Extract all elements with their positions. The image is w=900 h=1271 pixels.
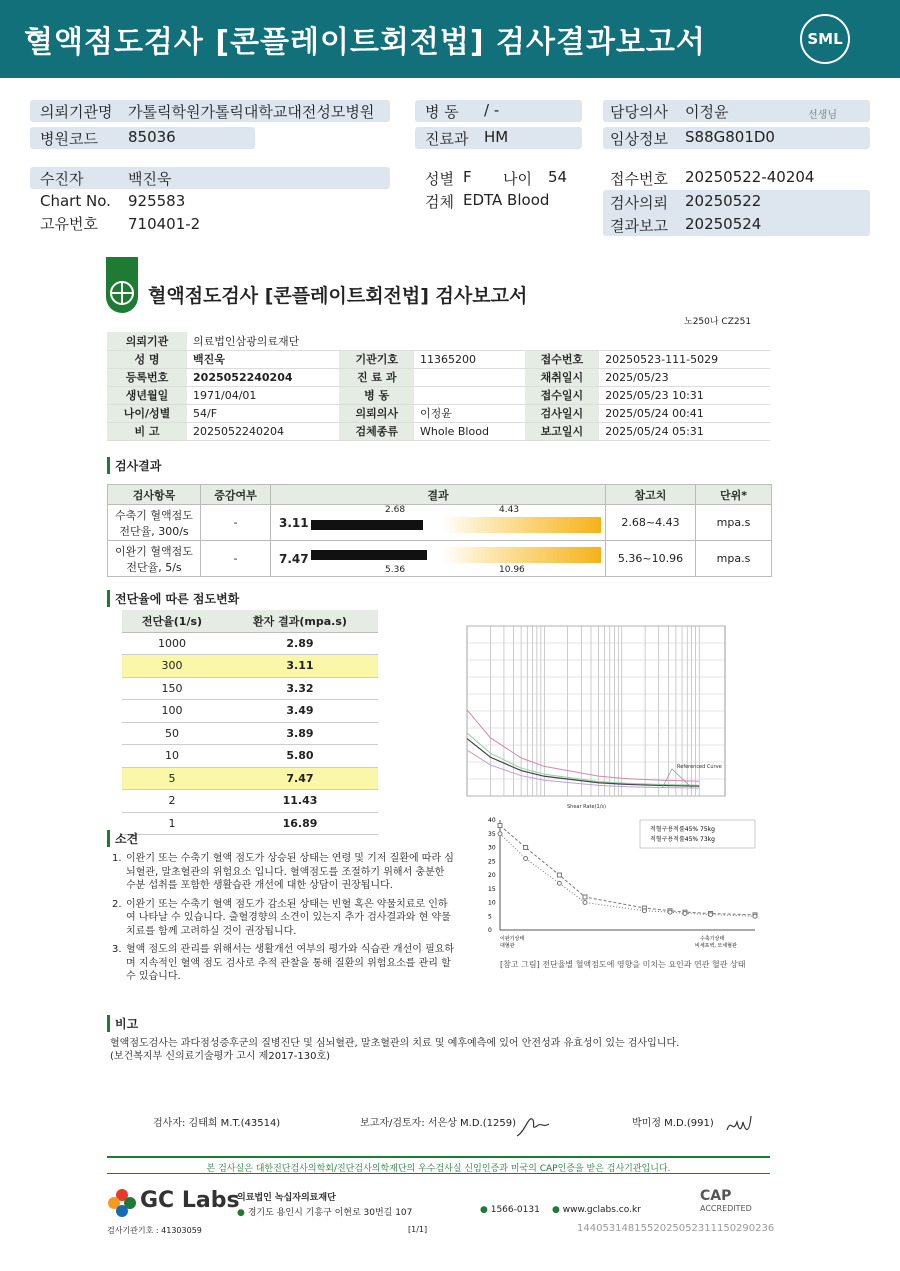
series-point <box>583 901 587 905</box>
series-point <box>498 824 502 828</box>
doctor: 이정윤 <box>685 103 729 121</box>
shear-row <box>122 767 378 790</box>
x-label-1b: 대혈관 <box>500 943 515 949</box>
result-bar <box>311 520 423 530</box>
receipt-label: 접수번호 <box>610 170 668 188</box>
patient-name: 백진욱 <box>128 170 172 188</box>
info-cell: 2025052240204 <box>187 368 339 386</box>
shear-section-title: 전단율에 따른 점도변화 <box>107 590 239 607</box>
series-point <box>524 857 528 861</box>
res-header: 결과 <box>271 485 606 505</box>
info-cell: 2025/05/23 10:31 <box>599 386 770 404</box>
info-row <box>30 167 390 189</box>
page-title: 혈액점도검사 [콘플레이트회전법] 검사결과보고서 <box>24 25 706 60</box>
shear-cell: 10 <box>122 745 222 768</box>
opinion-item: 2. 이완기 또는 수축기 혈액 점도가 감소된 상태는 빈혈 혹은 약물치료로 인하여 나타날 수 있습니다. 출혈경향의 소견이 있는지 추가 검사결과와 현 약물치료를 함께 고려하실 것이 권장됩니다. <box>112 898 451 937</box>
report-date: 20250524 <box>685 215 762 233</box>
shear-cell: 5 <box>122 767 222 790</box>
shear-cell: 1 <box>122 812 222 835</box>
shear-row <box>122 655 378 678</box>
info-table-row <box>107 386 770 404</box>
info-cell <box>414 386 525 404</box>
series-point <box>524 846 528 850</box>
req-date-label: 검사의뢰 <box>610 194 668 212</box>
info-cell: 검체종류 <box>339 422 414 440</box>
info-cell: 2025/05/23 <box>599 368 770 386</box>
shear-cell: 3.11 <box>222 655 378 678</box>
info-cell: 등록번호 <box>107 368 187 386</box>
y-tick: 15 <box>488 885 496 893</box>
results-section-title: 검사결과 <box>107 457 161 474</box>
doctor-suffix: 선생님 <box>808 110 837 121</box>
result-bar <box>311 550 427 560</box>
shear-cell: 2 <box>122 790 222 813</box>
ward-label: 병 동 <box>425 103 459 121</box>
shear-row <box>122 632 378 655</box>
patient-label: 수진자 <box>40 170 84 188</box>
info-cell: 백진욱 <box>187 350 339 368</box>
x-label-1: 이완기상태 <box>500 936 525 942</box>
hosp-code-label: 병원코드 <box>40 130 98 148</box>
y-tick: 10 <box>488 899 496 907</box>
series-point <box>668 910 672 914</box>
age-label: 나이 <box>503 170 532 188</box>
receipt: 20250522-40204 <box>685 168 815 186</box>
res-item: 이완기 혈액점도 전단율, 5/s <box>108 541 201 577</box>
report-code: 노250나 CZ251 <box>684 317 752 327</box>
info-cell: Whole Blood <box>414 422 525 440</box>
shear-cell: 16.89 <box>222 812 378 835</box>
info-cell: 이정윤 <box>414 404 525 422</box>
series-point <box>583 895 587 899</box>
chart-no: 925583 <box>128 192 186 210</box>
tester: 검사자: 김태희 M.T.(43514) <box>153 1118 281 1129</box>
res-bar-cell: 3.11 2.68 4.43 <box>271 505 606 541</box>
header-bar <box>0 0 900 78</box>
dept: HM <box>484 128 509 146</box>
shear-cell: 100 <box>122 700 222 723</box>
res-flag: - <box>201 541 271 577</box>
opinion-list <box>112 852 457 984</box>
specimen: EDTA Blood <box>463 191 550 209</box>
cap-accredited: ACCREDITED <box>700 1204 752 1213</box>
info-cell: 11365200 <box>414 350 525 368</box>
shear-cell: 2.89 <box>222 632 378 655</box>
opinion-title: 소견 <box>107 830 138 847</box>
shear-cell: 150 <box>122 677 222 700</box>
reference-chart <box>470 815 770 955</box>
hosp-code: 85036 <box>128 128 176 146</box>
uid-label: 고유번호 <box>40 215 98 233</box>
reporter: 보고자/검토자: 서은상 M.D.(1259) <box>360 1118 516 1129</box>
y-tick: 20 <box>488 872 496 879</box>
info-cell: 2025052240204 <box>187 422 339 440</box>
shear-cell: 11.43 <box>222 790 378 813</box>
specimen-label: 검체 <box>425 193 454 211</box>
note-text-2: (보건복지부 신의료기술평가 고시 제2017-130호) <box>110 1051 331 1062</box>
results-table <box>107 484 772 577</box>
shear-header: 환자 결과(mpa.s) <box>222 610 378 632</box>
shear-cell: 3.32 <box>222 677 378 700</box>
signature-icon <box>515 1108 551 1142</box>
note-text: 혈액점도검사는 과다점성증후군의 질병진단 및 심뇌혈관, 말초혈관의 치료 및 예후예측에 있어 안전성과 유효성이 있는 검사입니다. <box>110 1038 680 1049</box>
info-cell: 나이/성별 <box>107 404 187 422</box>
clinical-label: 임상정보 <box>610 130 668 148</box>
pin-icon: ● <box>237 1208 245 1218</box>
cert-bar: 본 검사실은 대한진단검사의학회/진단검사의학재단의 우수검사실 신임인증과 미국의 CAP인증을 받은 검사기관입니다. <box>107 1156 770 1174</box>
clinical: S88G801D0 <box>685 128 775 146</box>
chart2-caption: [참고 그림] 전단율별 혈액점도에 영향을 미치는 요인과 연관 혈관 상태 <box>500 960 746 969</box>
md: 박미정 M.D.(991) <box>632 1118 714 1129</box>
shear-cell: 3.49 <box>222 700 378 723</box>
legend-1: 적혈구용적률45% 75kg <box>650 826 715 833</box>
res-header: 증감여부 <box>201 485 271 505</box>
info-cell: 검사일시 <box>525 404 600 422</box>
shear-row <box>122 745 378 768</box>
series-point <box>498 832 502 836</box>
shear-cell: 50 <box>122 722 222 745</box>
info-cell: 기관기호 <box>339 350 414 368</box>
y-tick: 5 <box>488 913 492 921</box>
clover-logo-icon <box>106 257 138 313</box>
age: 54 <box>548 168 568 186</box>
chart-label: Chart No. <box>40 192 111 210</box>
info-table-row <box>107 422 770 440</box>
req-inst-label: 의뢰기관명 <box>40 103 113 121</box>
series-point <box>709 913 713 917</box>
sex-label: 성별 <box>425 170 454 188</box>
report-title: 혈액점도검사 [콘플레이트회전법] 검사보고서 <box>148 285 528 307</box>
res-unit: mpa.s <box>696 541 772 577</box>
info-table-row <box>107 332 770 350</box>
gc-web[interactable]: ● www.gclabs.co.kr <box>552 1205 641 1215</box>
info-cell: 54/F <box>187 404 339 422</box>
sml-logo-text: SML <box>807 30 843 48</box>
opinion-item: 1. 이완기 또는 수축기 혈액 점도가 상승된 상태는 연령 및 기저 질환에 따라 심뇌혈관, 말초혈관의 위험요소 입니다. 혈액점도를 조절하기 위해서 충분한 수분 섭취를 포함한 생활습관 개선에 대한 상담이 권장됩니다. <box>112 853 454 891</box>
opinion-item: 3. 혈액 점도의 관리를 위해서는 생활개선 여부의 평가와 식습관 개선이 필요하며 지속적인 혈액 점도 검사로 추적 관찰을 통해 질환의 위험요소를 관리 할 수 있습니다. <box>112 944 455 982</box>
gc-phone: ● 1566-0131 <box>480 1205 540 1215</box>
shear-header: 전단율(1/s) <box>122 610 222 632</box>
info-cell: 보고일시 <box>525 422 600 440</box>
res-header: 참고치 <box>606 485 696 505</box>
sex: F <box>463 168 472 186</box>
shear-cell: 3.89 <box>222 722 378 745</box>
inst-no: 검사기관기호 : 41303059 <box>107 1226 202 1235</box>
res-item: 수축기 혈액점도 전단율, 300/s <box>108 505 201 541</box>
y-tick: 40 <box>488 817 496 824</box>
info-cell: 2025/05/24 00:41 <box>599 404 770 422</box>
phone-icon: ● <box>480 1205 488 1215</box>
res-flag: - <box>201 505 271 541</box>
legend-2: 적혈구용적률45% 73kg <box>650 836 715 843</box>
y-tick: 30 <box>488 844 496 852</box>
info-cell: 진 료 과 <box>339 368 414 386</box>
shear-cell: 300 <box>122 655 222 678</box>
y-tick: 35 <box>488 830 496 838</box>
ref-curve-label: Referenced Curve <box>677 764 722 770</box>
gc-logo-icon <box>107 1188 137 1218</box>
shear-table <box>122 610 378 835</box>
info-cell: 의뢰의사 <box>339 404 414 422</box>
shear-cell: 7.47 <box>222 767 378 790</box>
info-cell: 1971/04/01 <box>187 386 339 404</box>
signature-icon <box>725 1108 757 1142</box>
info-cell <box>414 368 525 386</box>
page-number: [1/1] <box>408 1225 428 1234</box>
res-header: 검사항목 <box>108 485 201 505</box>
report-date-label: 결과보고 <box>610 217 668 235</box>
info-cell: 접수번호 <box>525 350 600 368</box>
x-label-2b: 비세포벽, 모세혈관 <box>695 943 737 949</box>
info-table-row <box>107 368 770 386</box>
shear-row <box>122 677 378 700</box>
viscosity-chart <box>455 620 733 810</box>
sml-logo <box>800 14 850 64</box>
y-tick: 0 <box>488 927 492 934</box>
info-cell: 의뢰기관 <box>107 332 187 350</box>
gc-brand: GC Labs <box>140 1188 240 1213</box>
series-point <box>753 914 757 918</box>
report-info-table <box>107 332 770 441</box>
series-point <box>557 881 561 885</box>
info-cell: 비 고 <box>107 422 187 440</box>
shear-cell: 1000 <box>122 632 222 655</box>
shear-row <box>122 790 378 813</box>
info-cell: 병 동 <box>339 386 414 404</box>
shear-row <box>122 700 378 723</box>
res-header: 단위* <box>696 485 772 505</box>
globe-icon: ● <box>552 1205 560 1215</box>
info-cell: 채취일시 <box>525 368 600 386</box>
series-point <box>557 873 561 877</box>
ward: / - <box>484 101 500 119</box>
gc-address: ● 경기도 용인시 기흥구 이현로 30번길 107 <box>237 1208 413 1218</box>
series-point <box>683 912 687 916</box>
shear-row <box>122 722 378 745</box>
req-date: 20250522 <box>685 192 762 210</box>
info-cell: 접수일시 <box>525 386 600 404</box>
info-cell: 20250523-111-5029 <box>599 350 770 368</box>
res-range: 5.36~10.96 <box>606 541 696 577</box>
dept-label: 진료과 <box>425 130 469 148</box>
res-unit: mpa.s <box>696 505 772 541</box>
legend-box <box>640 820 755 848</box>
info-cell: 의료법인삼광의료재단 <box>187 332 770 350</box>
series-point <box>642 909 646 913</box>
shear-row <box>122 812 378 835</box>
info-cell: 생년월일 <box>107 386 187 404</box>
uid: 710401-2 <box>128 215 201 233</box>
y-tick: 25 <box>488 858 496 866</box>
req-inst: 가톨릭학원가톨릭대학교대전성모병원 <box>128 103 375 121</box>
info-cell: 2025/05/24 05:31 <box>599 422 770 440</box>
info-cell: 성 명 <box>107 350 187 368</box>
cap-logo: CAP <box>700 1188 732 1204</box>
doctor-label: 담당의사 <box>610 103 668 121</box>
x-label-2: 수축기상태 <box>700 936 725 942</box>
note-title: 비고 <box>107 1015 138 1032</box>
x-axis-label: Shear Rate(1/s) <box>567 804 606 810</box>
res-bar-cell: 7.47 5.36 10.96 <box>271 541 606 577</box>
shear-cell: 5.80 <box>222 745 378 768</box>
info-table-row <box>107 404 770 422</box>
info-table-row <box>107 350 770 368</box>
res-range: 2.68~4.43 <box>606 505 696 541</box>
barcode-number: 1440531481552025052311150290236 <box>577 1223 775 1234</box>
gc-sub: 의료법인 녹십자의료재단 <box>237 1193 336 1203</box>
